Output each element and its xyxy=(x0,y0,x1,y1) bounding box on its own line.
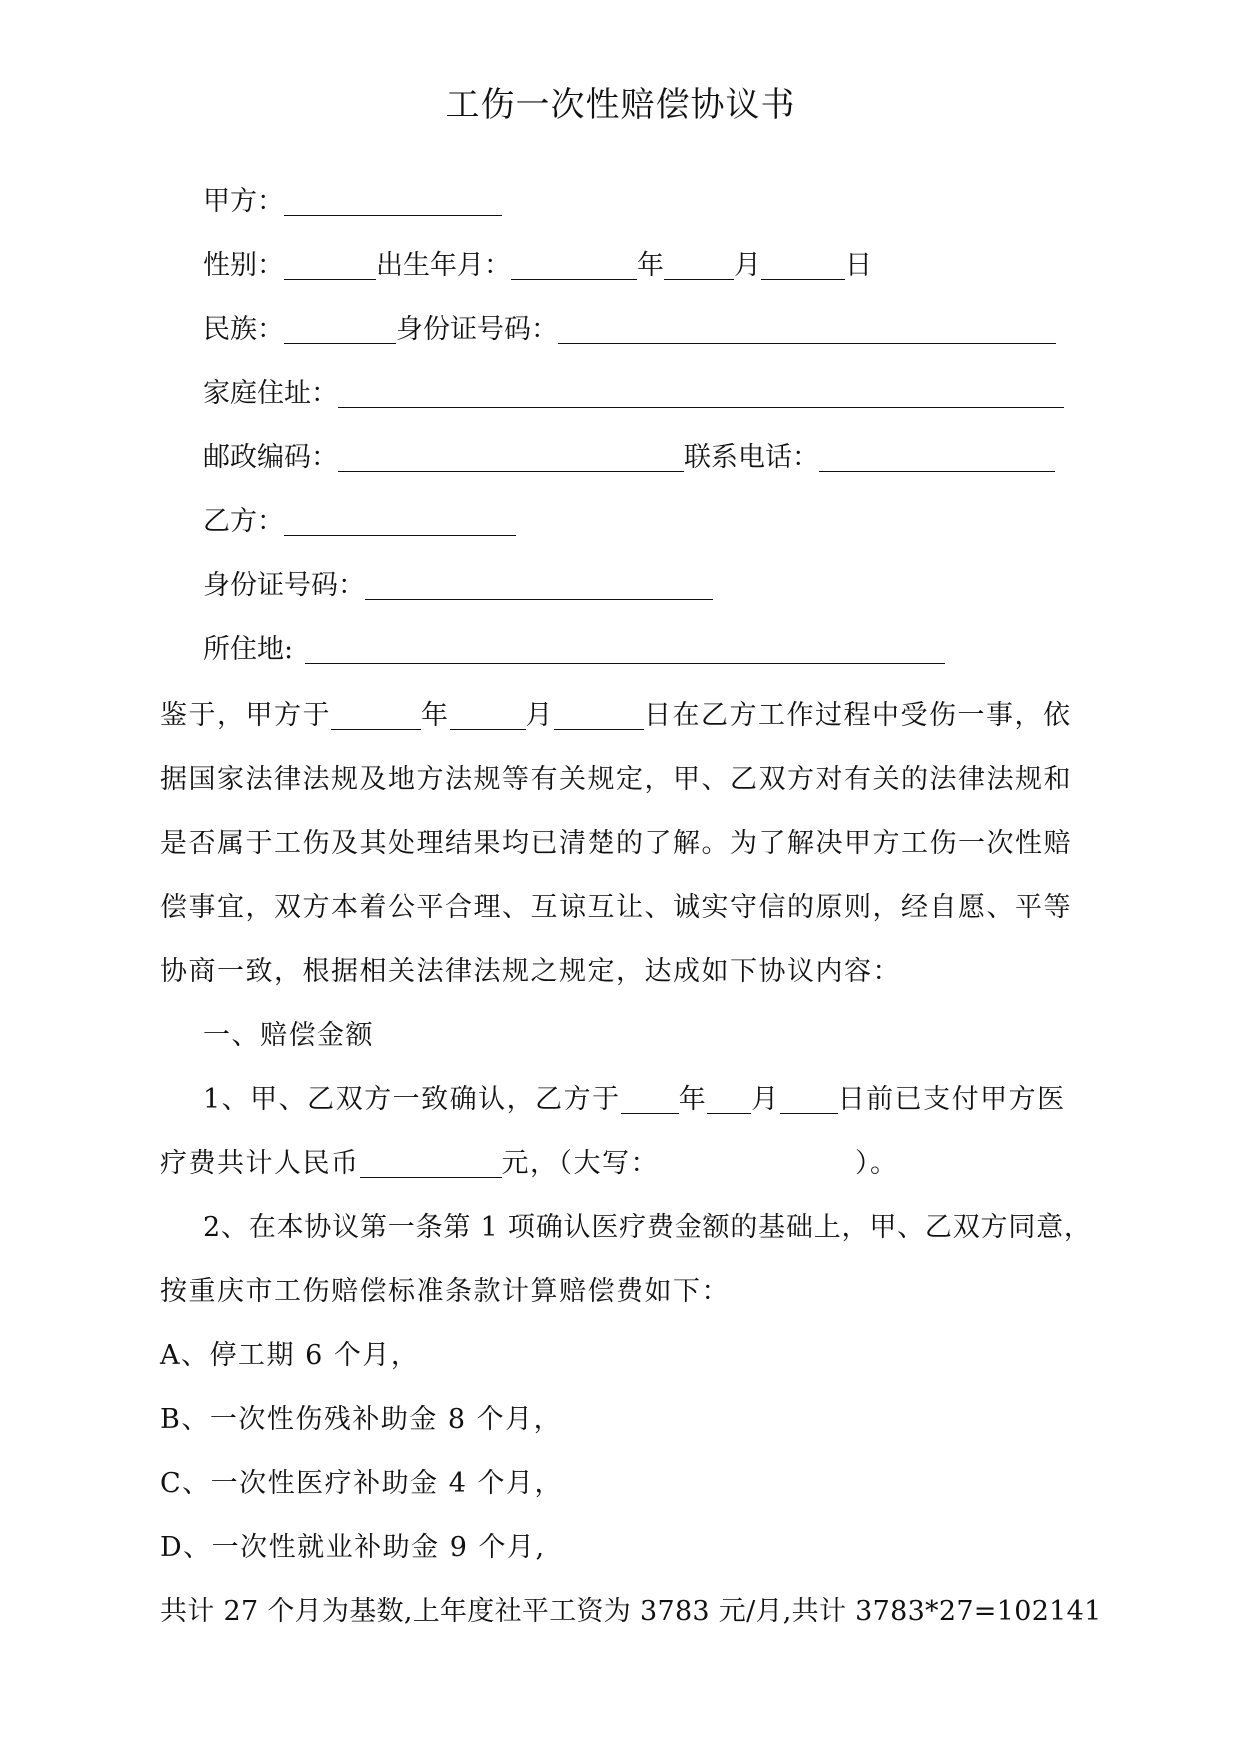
payment-day-blank[interactable] xyxy=(780,1087,838,1114)
party-a-address-label: 家庭住址： xyxy=(203,378,338,409)
party-a-year-label: 年 xyxy=(637,250,664,281)
list-item-c: C、一次性医疗补助金 4 个月， xyxy=(160,1468,564,1499)
party-a-id-label: 身份证号码： xyxy=(396,314,558,345)
party-b-id-blank[interactable] xyxy=(365,573,713,600)
party-b-name-row xyxy=(203,504,516,540)
item-1-month: 月 xyxy=(751,1084,780,1115)
party-a-birth-label: 出生年月： xyxy=(376,250,511,281)
party-a-ethnic-blank[interactable] xyxy=(284,317,396,344)
preamble-line-1 xyxy=(160,698,1072,734)
item-1-text-a: 1、甲、乙双方一致确认，乙方于 xyxy=(203,1084,621,1115)
preamble-text-b: 日在乙方工作过程中受伤一事，依 xyxy=(644,700,1072,731)
injury-year-blank[interactable] xyxy=(331,703,421,730)
party-a-name-label: 甲方： xyxy=(203,186,284,217)
party-b-name-label: 乙方： xyxy=(203,506,284,537)
item-1-line-1 xyxy=(203,1082,1066,1118)
party-a-gender-birth-row xyxy=(203,248,872,284)
party-b-location-row xyxy=(203,632,945,668)
party-a-ethnic-id-row xyxy=(203,312,1056,348)
injury-month-blank[interactable] xyxy=(450,703,526,730)
item-2-line-2: 按重庆市工伤赔偿标准条款计算赔偿费如下： xyxy=(160,1276,730,1307)
list-item-b: B、一次性伤残补助金 8 个月， xyxy=(160,1404,563,1435)
payment-year-blank[interactable] xyxy=(621,1087,679,1114)
party-a-name-row xyxy=(203,184,502,220)
item-1-text-b: 日前已支付甲方医 xyxy=(837,1084,1066,1115)
party-a-gender-blank[interactable] xyxy=(284,253,376,280)
party-a-birth-year-blank[interactable] xyxy=(511,253,637,280)
party-a-birth-day-blank[interactable] xyxy=(761,253,845,280)
item-2-line-1: 2、在本协议第一条第 1 项确认医疗费金额的基础上，甲、乙双方同意， xyxy=(203,1212,1092,1243)
preamble-line-3: 是否属于工伤及其处理结果均已清楚的了解。为了解决甲方工伤一次性赔 xyxy=(160,828,1072,859)
preamble-line-4: 偿事宜，双方本着公平合理、互谅互让、诚实守信的原则，经自愿、平等 xyxy=(160,892,1072,923)
medical-amount-blank[interactable] xyxy=(360,1151,502,1178)
preamble-line-5: 协商一致，根据相关法律法规之规定，达成如下协议内容： xyxy=(160,956,901,987)
party-a-ethnic-label: 民族： xyxy=(203,314,284,345)
list-item-d: D、一次性就业补助金 9 个月, xyxy=(160,1532,546,1563)
party-a-postal-blank[interactable] xyxy=(338,445,684,472)
party-a-month-label: 月 xyxy=(734,250,761,281)
party-b-location-label: 所住地: xyxy=(203,634,294,665)
item-1-line-2 xyxy=(160,1146,899,1182)
party-b-name-blank[interactable] xyxy=(284,509,516,536)
list-item-a: A、停工期 6 个月， xyxy=(160,1340,420,1371)
injury-day-blank[interactable] xyxy=(554,703,644,730)
party-a-day-label: 日 xyxy=(845,250,872,281)
party-b-id-label: 身份证号码： xyxy=(203,570,365,601)
payment-month-blank[interactable] xyxy=(707,1087,751,1114)
item-1-line-2-text-c: ）。 xyxy=(855,1148,899,1179)
party-a-address-row xyxy=(203,376,1064,412)
party-a-address-blank[interactable] xyxy=(338,381,1064,408)
party-a-gender-label: 性别： xyxy=(203,250,284,281)
party-a-name-blank[interactable] xyxy=(284,189,502,216)
party-a-postal-phone-row xyxy=(203,440,1055,476)
party-a-phone-label: 联系电话： xyxy=(684,442,819,473)
party-b-id-row xyxy=(203,568,713,604)
party-a-birth-month-blank[interactable] xyxy=(664,253,734,280)
preamble-year: 年 xyxy=(421,700,450,731)
item-1-line-2-text-a: 疗费共计人民币 xyxy=(160,1148,360,1179)
preamble-month: 月 xyxy=(525,700,554,731)
party-b-location-blank[interactable] xyxy=(305,637,945,664)
item-1-year: 年 xyxy=(678,1084,708,1115)
item-1-line-2-text-b: 元，（大写： xyxy=(501,1148,659,1179)
preamble-text-a: 鉴于，甲方于 xyxy=(160,700,331,731)
section-1-heading: 一、赔偿金额 xyxy=(203,1020,374,1051)
party-a-phone-blank[interactable] xyxy=(819,445,1055,472)
document-title: 工伤一次性赔偿协议书 xyxy=(445,85,796,125)
party-a-postal-label: 邮政编码： xyxy=(203,442,338,473)
total-calculation-line: 共计 27 个月为基数,上年度社平工资为 3783 元/月,共计 3783*27=102141 xyxy=(160,1596,1102,1627)
party-a-id-blank[interactable] xyxy=(558,317,1056,344)
preamble-line-2: 据国家法律法规及地方法规等有关规定，甲、乙双方对有关的法律法规和 xyxy=(160,764,1072,795)
